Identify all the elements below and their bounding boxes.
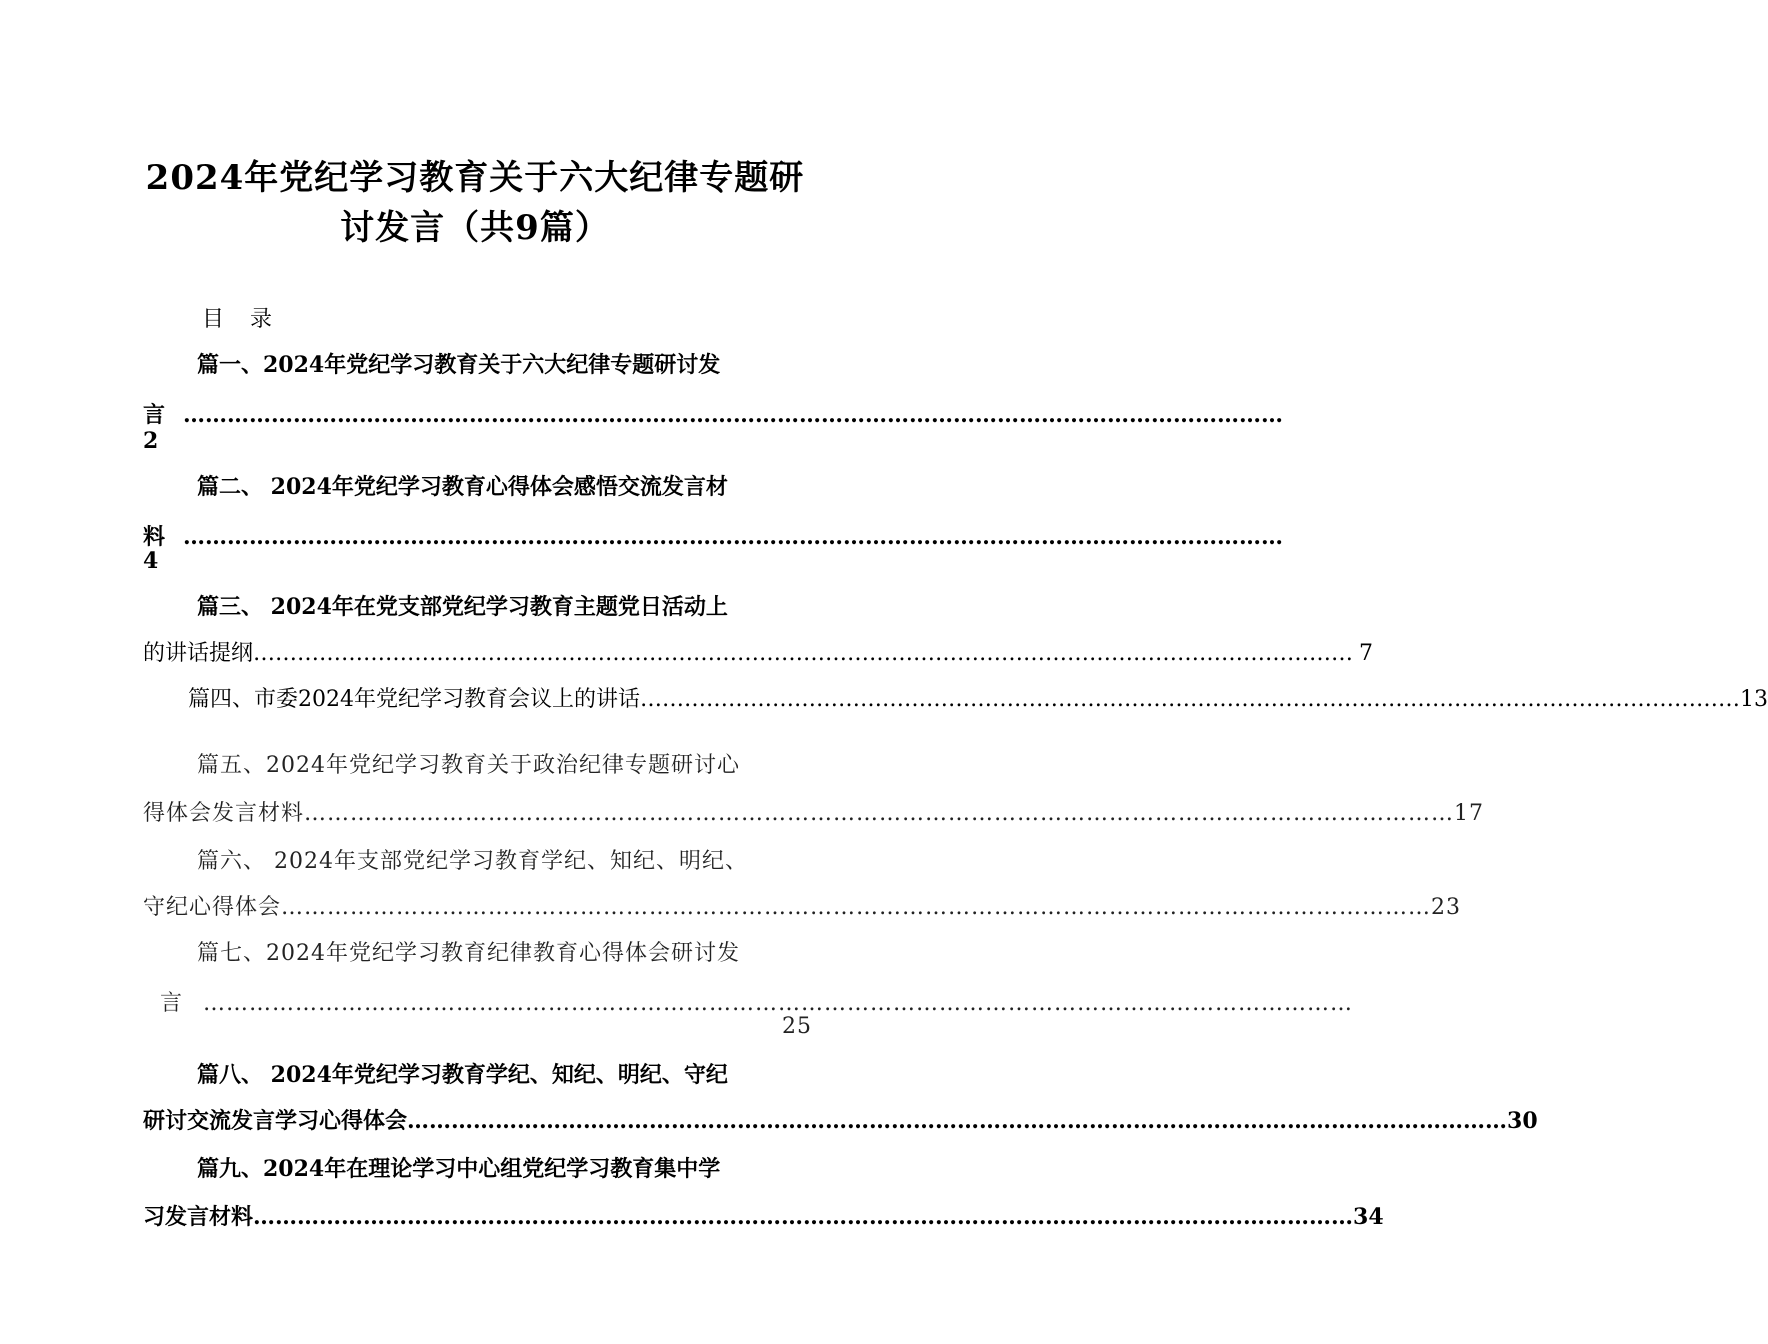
toc-entry-4-page: 13 <box>1740 687 1768 712</box>
toc-entry-2-line-1[interactable]: 篇二、 2024年党纪学习教育心得体会感悟交流发言材 <box>197 474 728 500</box>
toc-entry-5-line-2[interactable] <box>143 796 1485 827</box>
toc-entry-9-leader: …………………………………………………………………………………………………………………………………… <box>253 1204 1354 1230</box>
toc-entry-7-line-2[interactable] <box>160 986 1354 1017</box>
toc-entry-5-leader: …………………………………………………………………………………………………………………………………… <box>304 801 1455 826</box>
toc-entry-4-leader: …………………………………………………………………………………………………………………………………… <box>640 687 1740 712</box>
toc-entry-1-leader: …………………………………………………………………………………………………………………………………… <box>183 402 1284 428</box>
toc-entry-1-line-1[interactable]: 篇一、2024年党纪学习教育关于六大纪律专题研讨发 <box>197 352 721 378</box>
toc-entry-8-text: 研讨交流发言学习心得体会 <box>143 1108 408 1134</box>
toc-entry-2-page: 4 <box>143 548 159 574</box>
document-title-line-2: 讨发言（共9篇） <box>340 208 610 248</box>
toc-entry-2-line-2[interactable] <box>143 520 1284 551</box>
toc-entry-3-text: 的讲话提纲 <box>143 641 254 666</box>
toc-entry-5-line-1[interactable]: 篇五、2024年党纪学习教育关于政治纪律专题研讨心 <box>197 753 740 778</box>
toc-entry-8-leader: …………………………………………………………………………………………………………………………………… <box>407 1108 1508 1134</box>
toc-entry-9-line-1[interactable]: 篇九、2024年在理论学习中心组党纪学习教育集中学 <box>197 1156 721 1182</box>
toc-entry-9-line-2[interactable] <box>143 1200 1384 1231</box>
toc-entry-3-leader: …………………………………………………………………………………………………………………………………… <box>253 641 1354 666</box>
toc-entry-8-line-1[interactable]: 篇八、 2024年党纪学习教育学纪、知纪、明纪、守纪 <box>197 1062 728 1088</box>
document-title-line-1: 2024年党纪学习教育关于六大纪律专题研 <box>145 158 805 198</box>
toc-entry-1-line-2[interactable] <box>143 398 1284 429</box>
toc-entry-6-text: 守纪心得体会 <box>143 895 282 920</box>
toc-entry-7-page: 25 <box>782 1014 812 1039</box>
toc-entry-1-text: 言 <box>143 402 166 428</box>
toc-entry-2-text: 料 <box>143 524 166 550</box>
toc-entry-8-line-2[interactable] <box>143 1104 1538 1135</box>
toc-entry-3-page: 7 <box>1359 641 1374 666</box>
toc-entry-3-line-2[interactable] <box>143 636 1374 667</box>
toc-entry-5-page: 17 <box>1454 801 1485 826</box>
toc-entry-6-line-1[interactable]: 篇六、 2024年支部党纪学习教育学纪、知纪、明纪、 <box>197 849 748 874</box>
toc-heading: 目录 <box>202 307 299 332</box>
toc-entry-7-text: 言 <box>160 991 184 1016</box>
toc-entry-4-text: 篇四、市委2024年党纪学习教育会议上的讲话 <box>188 687 640 712</box>
toc-entry-7-line-1[interactable]: 篇七、2024年党纪学习教育纪律教育心得体会研讨发 <box>197 941 740 966</box>
toc-entry-1-page: 2 <box>143 428 159 454</box>
toc-entry-6-leader: …………………………………………………………………………………………………………………………………… <box>281 895 1432 920</box>
toc-entry-8-page: 30 <box>1507 1108 1538 1134</box>
toc-entry-3-line-1[interactable]: 篇三、 2024年在党支部党纪学习教育主题党日活动上 <box>197 594 728 620</box>
toc-entry-9-page: 34 <box>1353 1204 1384 1230</box>
toc-entry-2-leader: …………………………………………………………………………………………………………………………………… <box>183 524 1284 550</box>
toc-entry-9-text: 习发言材料 <box>143 1204 254 1230</box>
toc-entry-4-line-1[interactable] <box>188 682 1768 713</box>
toc-entry-6-page: 23 <box>1431 895 1462 920</box>
toc-entry-6-line-2[interactable] <box>143 890 1462 921</box>
toc-entry-5-text: 得体会发言材料 <box>143 801 305 826</box>
toc-entry-7-leader: …………………………………………………………………………………………………………………………………… <box>203 991 1354 1016</box>
